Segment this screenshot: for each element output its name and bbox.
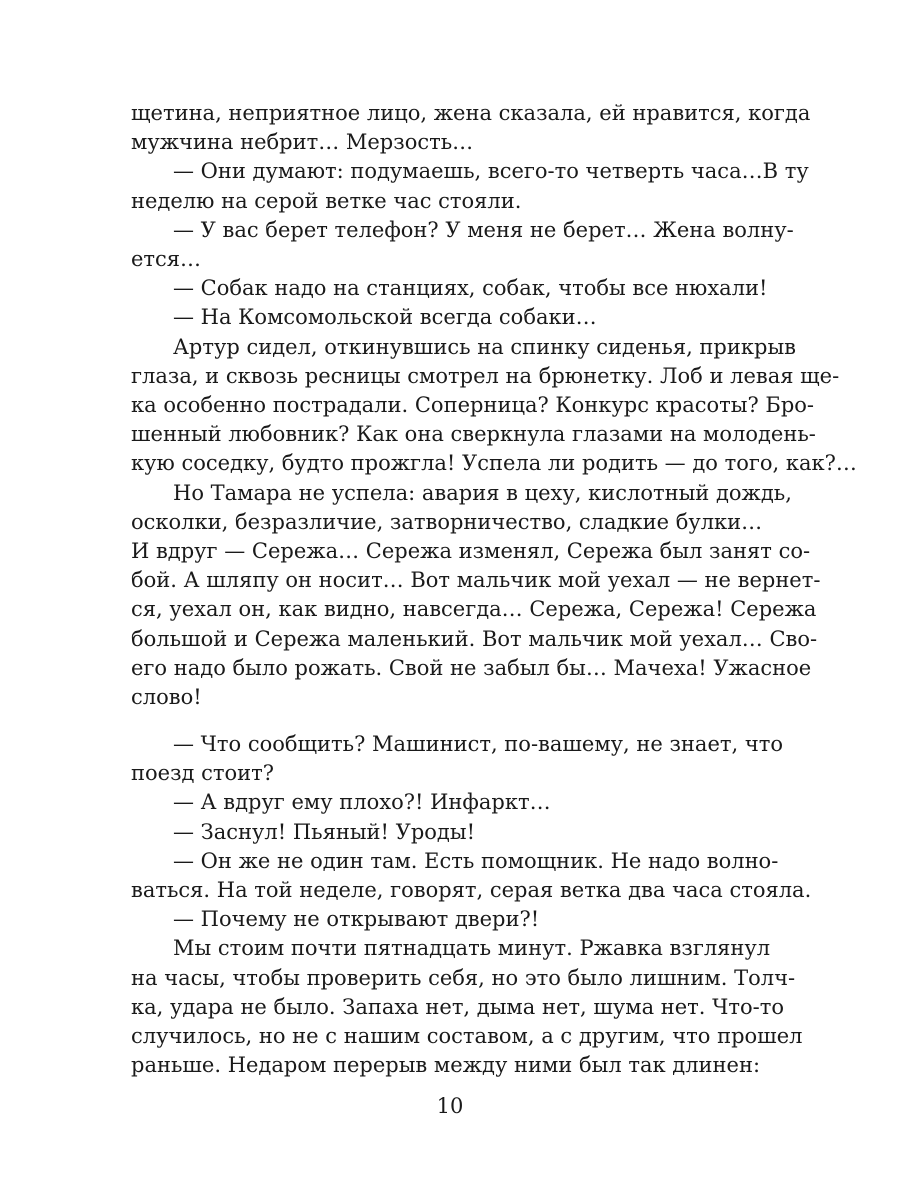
text-line: — Почему не открывают двери?! xyxy=(173,907,540,932)
text-line: ся, уехал он, как видно, навсегда… Сережа, Сережа! Сережа xyxy=(131,597,817,622)
text-line: бой. А шляпу он носит… Вот мальчик мой уехал — не вернет- xyxy=(131,568,821,593)
text-line: ка особенно пострадали. Соперница? Конкурс красоты? Бро- xyxy=(131,393,815,418)
text-line: ка, удара не было. Запаха нет, дыма нет, шума нет. Что-то xyxy=(131,994,784,1019)
text-line: — На Комсомольской всегда собаки… xyxy=(173,305,597,330)
text-line: большой и Сережа маленький. Вот мальчик мой уехал… Сво- xyxy=(131,626,818,651)
page-number: 10 xyxy=(436,1094,464,1118)
text-block-upper xyxy=(131,99,857,712)
text-line: Артур сидел, откинувшись на спинку сиденья, прикрыв xyxy=(173,334,796,359)
text-line: слово! xyxy=(131,685,202,710)
text-line: раньше. Недаром перерыв между ними был так длинен: xyxy=(131,1053,761,1078)
text-line: — Он же не один там. Есть помощник. Не надо волно- xyxy=(173,848,779,873)
text-line: глаза, и сквозь ресницы смотрел на брюнетку. Лоб и левая ще- xyxy=(131,363,840,388)
text-line: — Они думают: подумаешь, всего-то четверть часа…В ту xyxy=(173,159,809,184)
text-line: И вдруг — Сережа… Сережа изменял, Сережа был занят со- xyxy=(131,539,811,564)
text-line: Мы стоим почти пятнадцать минут. Ржавка взглянул xyxy=(173,936,771,961)
text-line: ется… xyxy=(131,247,202,272)
text-line: — Собак надо на станциях, собак, чтобы все нюхали! xyxy=(173,276,768,301)
text-line: мужчина небрит… Мерзость… xyxy=(131,130,474,155)
text-line: поезд стоит? xyxy=(131,761,275,786)
text-line: — У вас берет телефон? У меня не берет… Жена волну- xyxy=(173,217,794,242)
text-line: осколки, безразличие, затворничество, сладкие булки… xyxy=(131,509,763,534)
text-line: щетина, неприятное лицо, жена сказала, ей нравится, когда xyxy=(131,101,811,125)
text-line: случилось, но не с нашим составом, а с другим, что прошел xyxy=(131,1024,803,1049)
text-line: его надо было рожать. Свой не забыл бы… Мачеха! Ужасное xyxy=(131,655,812,680)
text-block-lower xyxy=(131,730,812,1080)
text-line: ваться. На той неделе, говорят, серая ветка два часа стояла. xyxy=(131,878,812,903)
text-line: шенный любовник? Как она сверкнула глазами на молодень- xyxy=(131,422,816,447)
text-line: Но Тамара не успела: авария в цеху, кислотный дождь, xyxy=(173,480,792,505)
text-line: — А вдруг ему плохо?! Инфаркт… xyxy=(173,790,551,815)
text-line: на часы, чтобы проверить себя, но это было лишним. Толч- xyxy=(131,965,796,990)
text-line: — Что сообщить? Машинист, по-вашему, не знает, что xyxy=(173,732,783,756)
text-line: кую соседку, будто прожгла! Успела ли родить — до того, как?… xyxy=(131,451,857,476)
text-line: неделю на серой ветке час стояли. xyxy=(131,188,522,213)
text-line: — Заснул! Пьяный! Уроды! xyxy=(173,819,476,844)
